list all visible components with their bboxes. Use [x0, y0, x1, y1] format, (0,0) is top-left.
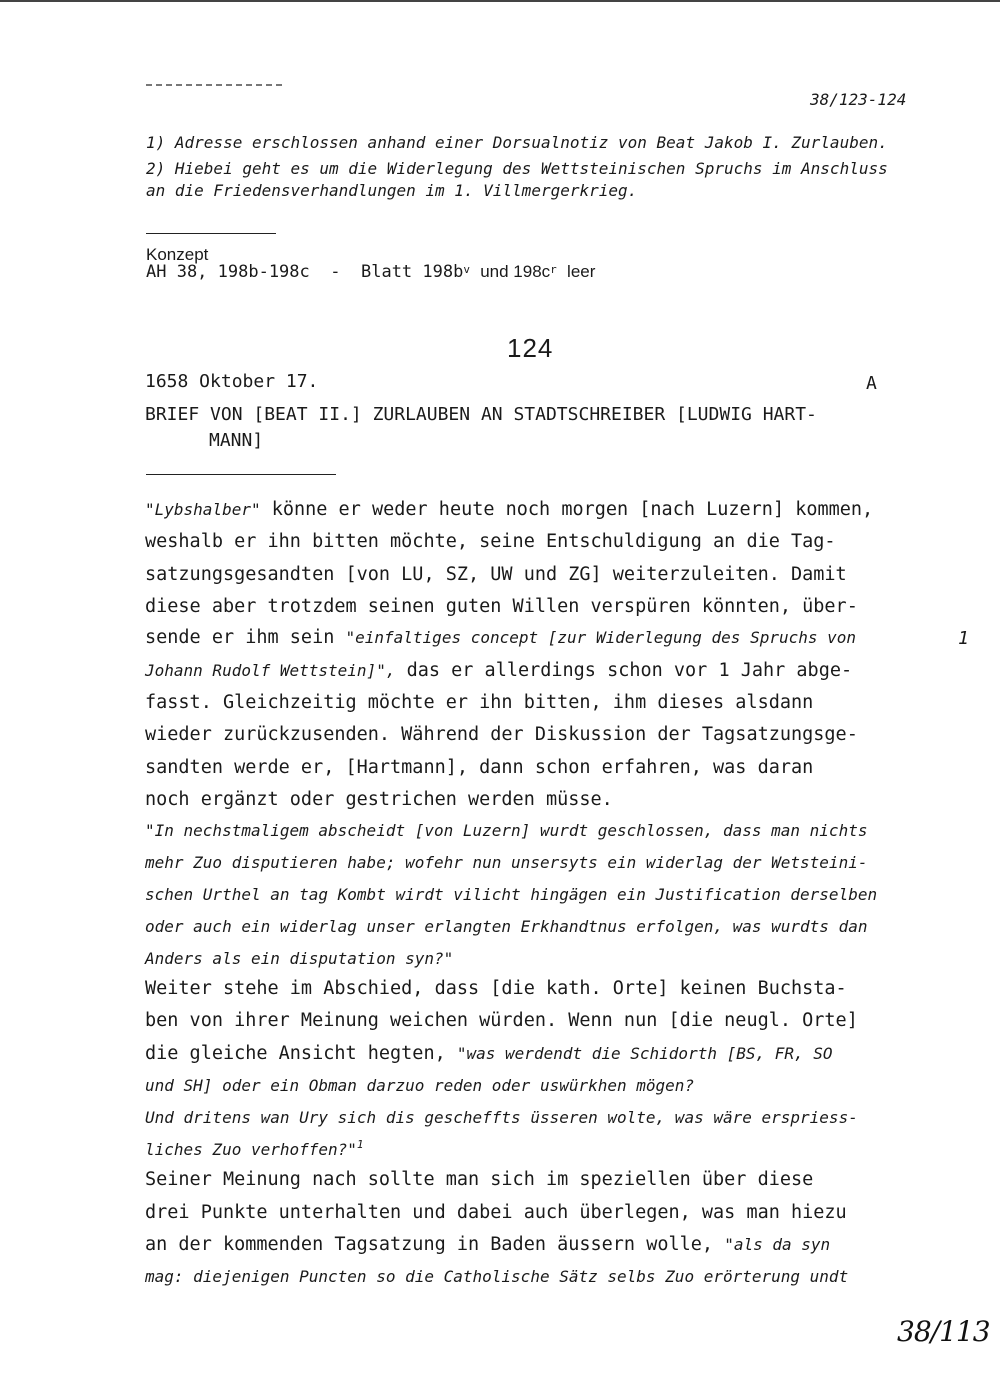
stray-marks — [146, 84, 282, 86]
body-line — [145, 622, 856, 654]
quote-schidorth: "was werdendt die Schidorth [BS, FR, SO — [456, 1044, 833, 1063]
quote-wettstein: Johann Rudolf Wettstein]", — [145, 661, 396, 680]
quote-line: und SH] oder ein Obman darzuo reden oder uswürkhen mögen? — [145, 1076, 695, 1095]
body-span: sende er ihm sein — [145, 627, 346, 648]
konzept-label: Konzept — [146, 245, 209, 264]
quote-concept: "einfaltiges concept [zur Widerlegung des Spruchs von — [345, 628, 857, 647]
version-marker: A — [866, 373, 877, 394]
body-line: diese aber trotzdem seinen guten Willen verspüren könnten, über- — [145, 596, 858, 617]
document-date: 1658 Oktober 17. — [145, 371, 319, 392]
footnote-2: 2) Hiebei geht es um die Widerlegung des Wettsteinischen Spruchs im Anschluss — [146, 159, 888, 178]
archive-reference — [146, 262, 595, 282]
body-line: fasst. Gleichzeitig möchte er ihn bitten, ihm dieses alsdann — [145, 692, 814, 713]
footnote-1: 1) Adresse erschlossen anhand einer Dorsualnotiz von Beat Jakob I. Zurlauben. — [146, 133, 888, 152]
quote-line: mag: diejenigen Puncten so die Catholische Sätz selbs Zuo erörterung undt — [145, 1267, 849, 1286]
quote-line: mehr Zuo disputieren habe; wofehr nun unsersyts ein widerlag der Wetsteini- — [145, 853, 868, 872]
title-line-1: BRIEF VON [BEAT II.] ZURLAUBEN AN STADTSCHREIBER [LUDWIG HART- — [145, 404, 817, 425]
quote-line: Anders als ein disputation syn?" — [145, 949, 454, 968]
archive-sup-recto: r — [550, 263, 557, 276]
title-line-2: MANN] — [209, 430, 264, 451]
body-span: liches Zuo verhoffen?" — [145, 1140, 357, 1159]
top-border — [0, 0, 1000, 2]
quote-line: Und dritens wan Ury sich dis gescheffts üsseren wolte, was wäre erspriess- — [145, 1108, 858, 1127]
archive-sup-verso: v — [463, 263, 470, 276]
body-line: drei Punkte unterhalten und dabei auch überlegen, was man hiezu — [145, 1202, 847, 1223]
body-line — [145, 1229, 830, 1261]
handwritten-folio: 38/113 — [897, 1315, 990, 1348]
body-line: satzungsgesandten [von LU, SZ, UW und ZG] weiterzuleiten. Damit — [145, 564, 847, 585]
archive-leer: leer — [567, 262, 596, 281]
document-title — [145, 402, 905, 454]
body-line: Seiner Meinung nach sollte man sich im speziellen über diese — [145, 1169, 814, 1190]
footnote-ref: 1 — [356, 1138, 364, 1151]
quote-line: "In nechstmaligem abscheidt [von Luzern] wurdt geschlossen, dass man nichts — [145, 821, 868, 840]
title-rule — [146, 474, 336, 475]
body-span: die gleiche Ansicht hegten, — [145, 1043, 457, 1064]
page-reference: 38/123-124 — [810, 90, 907, 109]
body-line — [145, 1038, 833, 1070]
archive-blatt: Blatt 198b — [360, 262, 464, 282]
body-line: ben von ihrer Meinung weichen würden. Wenn nun [die neugl. Orte] — [145, 1010, 858, 1031]
archive-ref: AH 38, 198b-198c — [146, 262, 310, 282]
quote-als-da-syn: "als da syn — [724, 1235, 831, 1254]
body-line: noch ergänzt oder gestrichen werden müsse. — [145, 789, 613, 810]
body-line — [145, 655, 852, 687]
body-span: das er allerdings schon vor 1 Jahr abge- — [395, 660, 853, 681]
quote-line — [145, 1134, 364, 1166]
body-line: wieder zurückzusenden. Während der Diskussion der Tagsatzungsge- — [145, 724, 858, 745]
separator-rule — [146, 233, 276, 234]
document-number: 124 — [507, 333, 554, 363]
body-line: sandten werde er, [Hartmann], dann schon erfahren, was daran — [145, 757, 814, 778]
quote-lybshalber: "Lybshalber" — [145, 500, 261, 519]
body-line: Weiter stehe im Abschied, dass [die kath. Orte] keinen Buchsta- — [145, 978, 847, 999]
body-line — [145, 494, 873, 526]
body-line: weshalb er ihn bitten möchte, seine Entschuldigung an die Tag- — [145, 531, 836, 552]
margin-footnote-mark: 1 — [958, 628, 969, 649]
quote-line: oder auch ein widerlag unser erlangten Erkhandtnus erfolgen, was wurdts dan — [145, 917, 868, 936]
archive-und: und 198c — [480, 262, 551, 281]
archive-dash: - — [330, 262, 341, 282]
footnote-2-cont: an die Friedensverhandlungen im 1. Villmergerkrieg. — [146, 181, 638, 200]
quote-line: schen Urthel an tag Kombt wirdt vilicht hingägen ein Justification derselben — [145, 885, 878, 904]
body-span: könne er weder heute noch morgen [nach Luzern] kommen, — [260, 499, 874, 520]
body-span: an der kommenden Tagsatzung in Baden äussern wolle, — [145, 1234, 725, 1255]
